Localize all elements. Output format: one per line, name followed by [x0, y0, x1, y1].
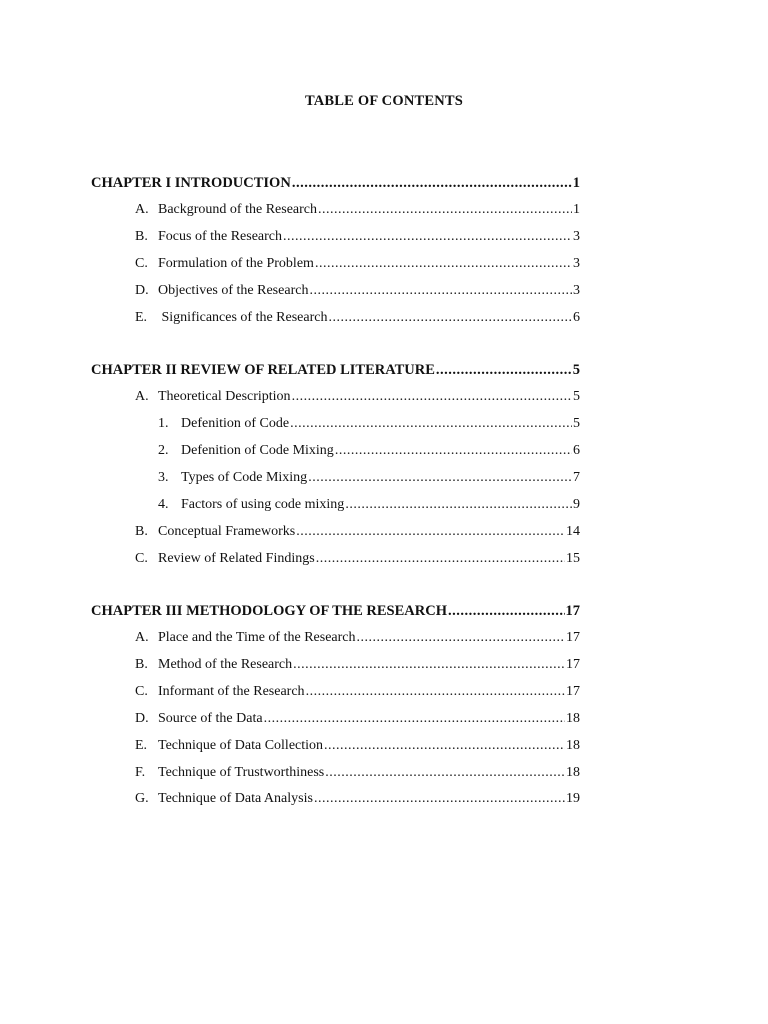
dot-leader: [436, 362, 572, 379]
toc-entry: [135, 202, 580, 218]
entry-label: Defenition of Code Mixing: [181, 443, 334, 458]
page-number: 1: [572, 175, 580, 191]
dot-leader: [335, 443, 572, 459]
page-number: 3: [573, 256, 580, 271]
page-number: 17: [566, 684, 580, 699]
dot-leader: [357, 630, 565, 646]
toc-entry: [135, 657, 580, 673]
entry-label: Technique of Data Collection: [158, 738, 324, 753]
dot-leader: [318, 202, 572, 218]
toc-entry: [135, 630, 580, 646]
toc-entry: [135, 283, 580, 299]
page-number: 6: [573, 443, 580, 458]
dot-leader: [309, 283, 572, 299]
toc-entry: [135, 765, 580, 781]
toc-subentry: [158, 470, 580, 486]
dot-leader: [316, 551, 565, 567]
entry-marker: B.: [135, 657, 148, 672]
toc-entry: [135, 711, 580, 727]
page-number: 3: [573, 229, 580, 244]
dot-leader: [325, 765, 565, 781]
entry-marker: B.: [135, 524, 148, 539]
entry-label: Significances of the Research: [158, 310, 328, 325]
entry-marker: 4.: [158, 497, 169, 512]
page-number: 19: [566, 791, 580, 806]
page-number: 18: [566, 765, 580, 780]
page-number: 17: [566, 657, 580, 672]
page-number: 17: [566, 630, 580, 645]
toc-entry: [135, 684, 580, 700]
chapter-label: CHAPTER III METHODOLOGY OF THE RESEARCH: [91, 603, 447, 619]
entry-marker: C.: [135, 256, 148, 271]
toc-subentry: [158, 443, 580, 459]
entry-marker: G.: [135, 791, 149, 806]
page-number: 9: [573, 497, 580, 512]
dot-leader: [308, 470, 572, 486]
entry-label: Conceptual Frameworks: [158, 524, 296, 539]
entry-marker: B.: [135, 229, 148, 244]
entry-marker: A.: [135, 202, 149, 217]
page-number: 1: [573, 202, 580, 217]
dot-leader: [293, 657, 565, 673]
chapter-heading: [91, 362, 580, 379]
entry-marker: A.: [135, 630, 149, 645]
chapter-label: CHAPTER I INTRODUCTION: [91, 175, 291, 191]
toc-entry: [135, 256, 580, 272]
toc-subentry: [158, 416, 580, 432]
entry-label: Source of the Data: [158, 711, 263, 726]
entry-label: Focus of the Research: [158, 229, 283, 244]
toc-entry: [135, 791, 580, 807]
dot-leader: [324, 738, 565, 754]
page-number: 17: [565, 603, 580, 619]
dot-leader: [448, 603, 565, 620]
entry-marker: F.: [135, 765, 146, 780]
entry-label: Objectives of the Research: [158, 283, 309, 298]
dot-leader: [290, 416, 572, 432]
dot-leader: [306, 684, 565, 700]
dot-leader: [292, 175, 572, 192]
entry-marker: E.: [135, 310, 148, 325]
entry-label: Formulation of the Problem: [158, 256, 314, 271]
entry-marker: 2.: [158, 443, 169, 458]
dot-leader: [314, 791, 565, 807]
entry-label: Background of the Research: [158, 202, 317, 217]
toc-entry: [135, 738, 580, 754]
entry-marker: D.: [135, 283, 149, 298]
entry-marker: A.: [135, 389, 149, 404]
dot-leader: [296, 524, 565, 540]
entry-label: Types of Code Mixing: [181, 470, 308, 485]
toc-entry: [135, 389, 580, 405]
chapter-label: CHAPTER II REVIEW OF RELATED LITERATURE: [91, 362, 435, 378]
page-number: 5: [573, 389, 580, 404]
entry-marker: C.: [135, 551, 148, 566]
page-number: 6: [573, 310, 580, 325]
toc-entry: [135, 229, 580, 245]
dot-leader: [264, 711, 565, 727]
entry-label: Informant of the Research: [158, 684, 305, 699]
entry-label: Review of Related Findings: [158, 551, 315, 566]
entry-label: Factors of using code mixing: [181, 497, 345, 512]
chapter-heading: [91, 175, 580, 192]
entry-label: Method of the Research: [158, 657, 293, 672]
page-number: 18: [566, 711, 580, 726]
toc-entry: [135, 310, 580, 326]
dot-leader: [283, 229, 572, 245]
page-number: 18: [566, 738, 580, 753]
dot-leader: [329, 310, 573, 326]
page-number: 5: [573, 416, 580, 431]
toc-entry: [135, 524, 580, 540]
page-number: 7: [573, 470, 580, 485]
dot-leader: [292, 389, 572, 405]
page-number: 14: [566, 524, 580, 539]
entry-label: Place and the Time of the Research: [158, 630, 356, 645]
page-number: 5: [572, 362, 580, 378]
entry-label: Technique of Data Analysis: [158, 791, 313, 806]
entry-marker: C.: [135, 684, 148, 699]
entry-label: Theoretical Description: [158, 389, 291, 404]
toc-entry: [135, 551, 580, 567]
page-number: 15: [566, 551, 580, 566]
entry-marker: E.: [135, 738, 148, 753]
toc-title: TABLE OF CONTENTS: [304, 93, 464, 109]
entry-label: Defenition of Code: [181, 416, 290, 431]
dot-leader: [315, 256, 572, 272]
entry-marker: 1.: [158, 416, 169, 431]
dot-leader: [345, 497, 572, 513]
entry-marker: D.: [135, 711, 149, 726]
entry-marker: 3.: [158, 470, 169, 485]
entry-label: Technique of Trustworthiness: [158, 765, 325, 780]
chapter-heading: [91, 603, 580, 620]
toc-subentry: [158, 497, 580, 513]
page-number: 3: [573, 283, 580, 298]
